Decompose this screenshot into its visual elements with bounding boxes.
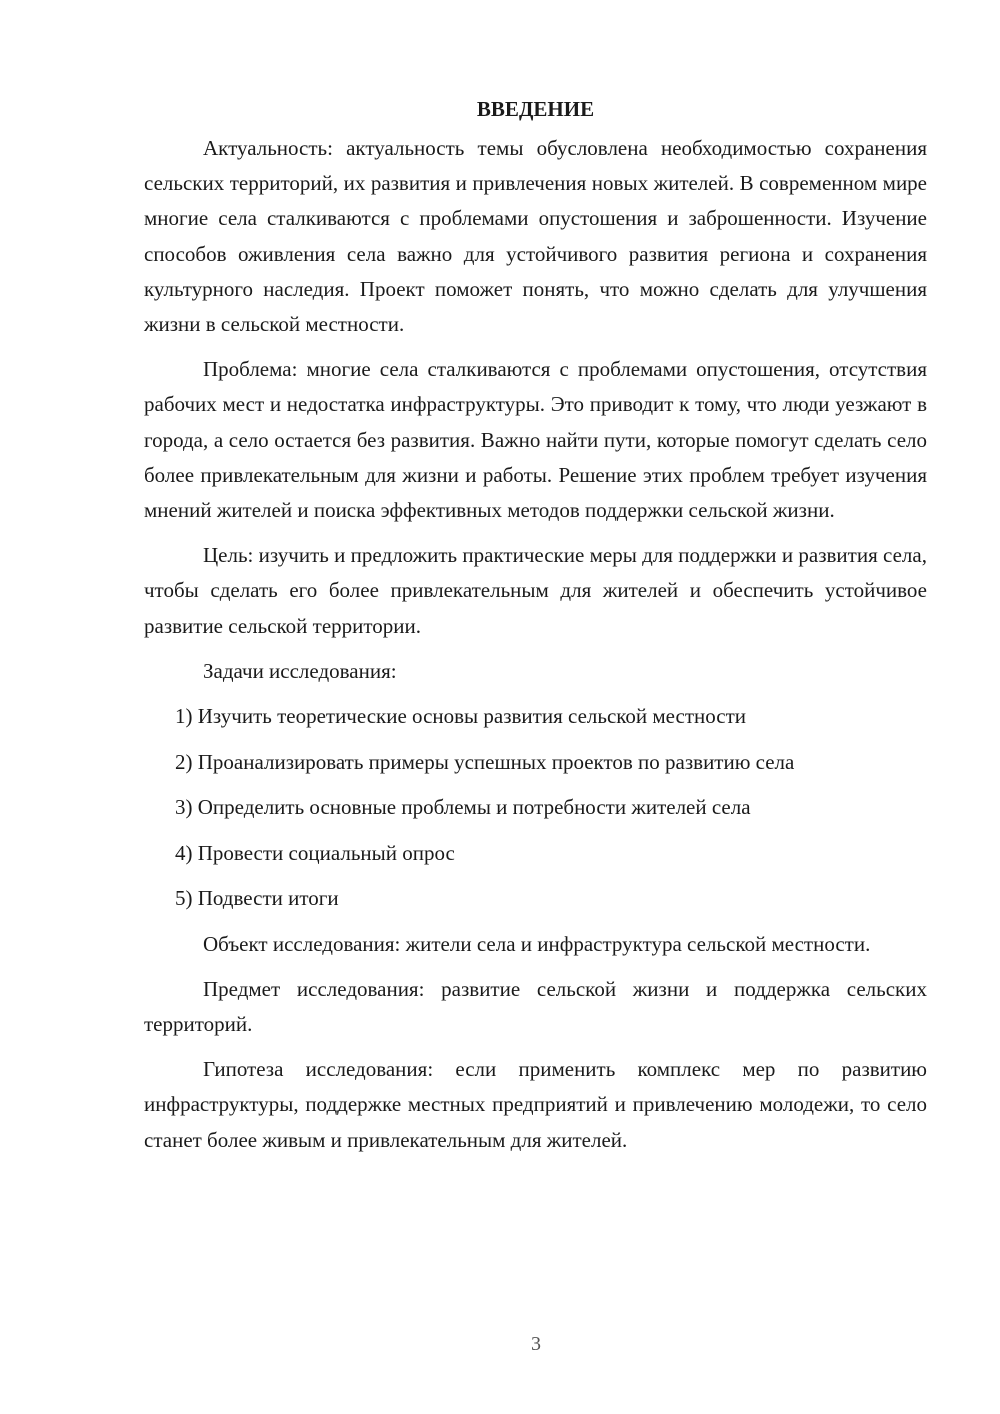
paragraph-hypothesis: Гипотеза исследования: если применить комплекс мер по развитию инфраструктуры, поддержке местных предприятий и привлечению молодежи, то село станет более живым и привлекательным для жителей. — [144, 1057, 927, 1152]
paragraph-subject: Предмет исследования: развитие сельской жизни и поддержка сельских территорий. — [144, 976, 927, 1036]
paragraph-relevance: Актуальность: актуальность темы обусловлена необходимостью сохранения сельских территорий, их развития и привлечения новых жителей. В современном мире многие села сталкиваются с проблемами опустошения и заброшенности. Изучение способов оживления села важно для устойчивого развития региона и сохранения культурного наследия. Проект поможет понять, что можно сделать для улучшения жизни в сельской местности. — [144, 136, 927, 337]
list-item: 1) Изучить теоретические основы развития сельской местности — [175, 704, 747, 729]
document-page — [144, 92, 927, 1168]
paragraph-object: Объект исследования: жители села и инфраструктура сельской местности. — [203, 931, 871, 956]
list-item: 2) Проанализировать примеры успешных проектов по развитию села — [175, 749, 795, 774]
page-number: 3 — [531, 1333, 541, 1355]
paragraph-goal: Цель: изучить и предложить практические меры для поддержки и развития села, чтобы сделать его более привлекательным для жителей и обеспечить устойчивое развитие сельской территории. — [144, 543, 927, 638]
paragraph-problem: Проблема: многие села сталкиваются с проблемами опустошения, отсутствия рабочих мест и недостатка инфраструктуры. Это приводит к тому, что люди уезжают в города, а село остается без развития. Важно найти пути, которые помогут сделать село более привлекательным для жизни и работы. Решение этих проблем требует изучения мнений жителей и поиска эффективных методов поддержки сельской жизни. — [144, 357, 927, 523]
tasks-heading: Задачи исследования: — [203, 658, 397, 683]
section-title: ВВЕДЕНИЕ — [476, 97, 595, 121]
list-item: 5) Подвести итоги — [175, 886, 339, 911]
tasks-list — [144, 699, 927, 916]
list-item: 3) Определить основные проблемы и потребности жителей села — [175, 795, 751, 820]
list-item: 4) Провести социальный опрос — [175, 840, 455, 865]
